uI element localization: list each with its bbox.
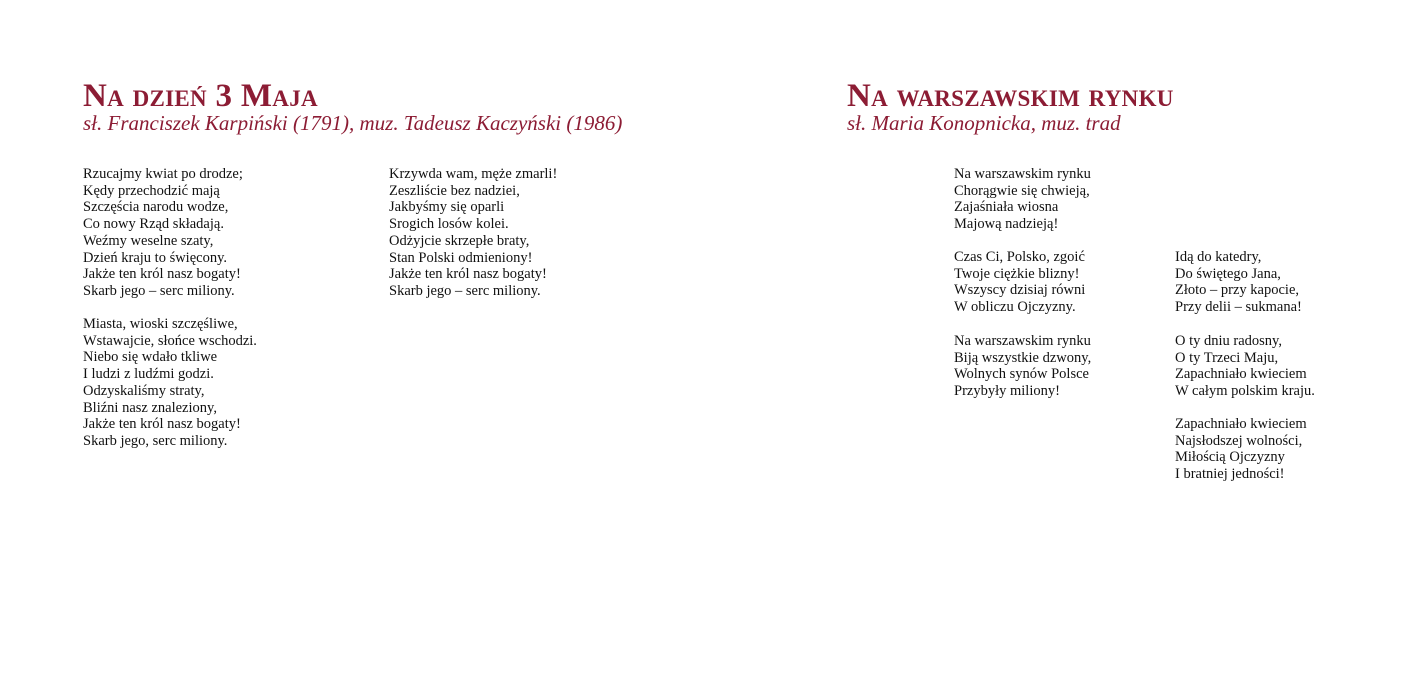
verse-line: Przy delii – sukmana!	[1175, 299, 1302, 316]
verse-line: Stan Polski odmieniony!	[389, 249, 533, 266]
verse-line: W całym polskim kraju.	[1175, 383, 1315, 400]
verse-line: Co nowy Rząd składają.	[83, 216, 224, 233]
left-page	[0, 0, 708, 697]
right-stanza-6	[1175, 416, 1307, 483]
verse-line: Rzucajmy kwiat po drodze;	[83, 166, 243, 182]
verse-line: O ty Trzeci Maju,	[1175, 349, 1279, 366]
verse-line: Zajaśniała wiosna	[954, 199, 1059, 216]
verse-line: Do świętego Jana,	[1175, 265, 1281, 282]
verse-line: Odzyskaliśmy straty,	[83, 382, 205, 399]
verse-line: Skarb jego – serc miliony.	[83, 282, 235, 299]
verse-line: Odżyjcie skrzepłe braty,	[389, 232, 530, 249]
left-stanza-1	[83, 166, 243, 300]
verse-line: Skarb jego, serc miliony.	[83, 432, 228, 449]
left-stanza-3	[389, 166, 557, 300]
verse-line: Zeszliście bez nadziei,	[389, 182, 520, 199]
verse-line: W obliczu Ojczyzny.	[954, 299, 1076, 316]
verse-line: Skarb jego – serc miliony.	[389, 282, 541, 299]
verse-line: Jakbyśmy się oparli	[389, 199, 505, 216]
verse-line: Na warszawskim rynku	[954, 166, 1091, 182]
verse-line: Chorągwie się chwieją,	[954, 182, 1090, 199]
verse-line: Bliźni nasz znaleziony,	[83, 399, 217, 416]
verse-line: Jakże ten król nasz bogaty!	[389, 266, 547, 283]
verse-line: Weźmy weselne szaty,	[83, 232, 214, 249]
verse-line: Srogich losów kolei.	[389, 216, 509, 233]
verse-line: Idą do katedry,	[1175, 249, 1262, 265]
verse-line: I bratniej jedności!	[1175, 466, 1285, 483]
verse-line: Majową nadzieją!	[954, 216, 1059, 233]
right-stanza-5	[1175, 333, 1315, 400]
right-page	[708, 0, 1417, 697]
verse-line: Kędy przechodzić mają	[83, 182, 220, 199]
verse-line: I ludzi z ludźmi godzi.	[83, 366, 214, 383]
right-stanza-1	[954, 166, 1091, 233]
verse-line: Szczęścia narodu wodze,	[83, 199, 229, 216]
verse-line: Miłością Ojczyzny	[1175, 449, 1285, 466]
verse-line: Zapachniało kwieciem	[1175, 366, 1307, 383]
verse-line: Na warszawskim rynku	[954, 333, 1091, 349]
verse-line: Najsłodszej wolności,	[1175, 432, 1303, 449]
verse-line: Miasta, wioski szczęśliwe,	[83, 316, 238, 332]
verse-line: Jakże ten król nasz bogaty!	[83, 416, 241, 433]
left-song-title: Na dzień 3 Maja	[83, 78, 318, 114]
right-song-title: Na warszawskim rynku	[847, 78, 1174, 114]
verse-line: Wstawajcie, słońce wschodzi.	[83, 332, 257, 349]
verse-line: Złoto – przy kapocie,	[1175, 282, 1300, 299]
right-stanza-2	[954, 249, 1085, 316]
verse-line: Biją wszystkie dzwony,	[954, 349, 1092, 366]
verse-line: Zapachniało kwieciem	[1175, 416, 1307, 432]
verse-line: Wolnych synów Polsce	[954, 366, 1089, 383]
verse-line: Jakże ten król nasz bogaty!	[83, 266, 241, 283]
verse-line: Przybyły miliony!	[954, 383, 1060, 400]
verse-line: Niebo się wdało tkliwe	[83, 349, 218, 366]
left-stanza-2	[83, 316, 257, 450]
right-stanza-3	[954, 333, 1091, 400]
verse-line: Twoje ciężkie blizny!	[954, 265, 1080, 282]
verse-line: Wszyscy dzisiaj równi	[954, 282, 1086, 299]
verse-line: Dzień kraju to święcony.	[83, 249, 228, 266]
verse-line: Czas Ci, Polsko, zgoić	[954, 249, 1085, 265]
right-song-credits: sł. Maria Konopnicka, muz. trad	[847, 111, 1121, 135]
verse-line: Krzywda wam, męże zmarli!	[389, 166, 558, 182]
verse-line: O ty dniu radosny,	[1175, 333, 1282, 349]
left-song-credits: sł. Franciszek Karpiński (1791), muz. Tadeusz Kaczyński (1986)	[83, 111, 623, 135]
right-stanza-4	[1175, 249, 1302, 316]
